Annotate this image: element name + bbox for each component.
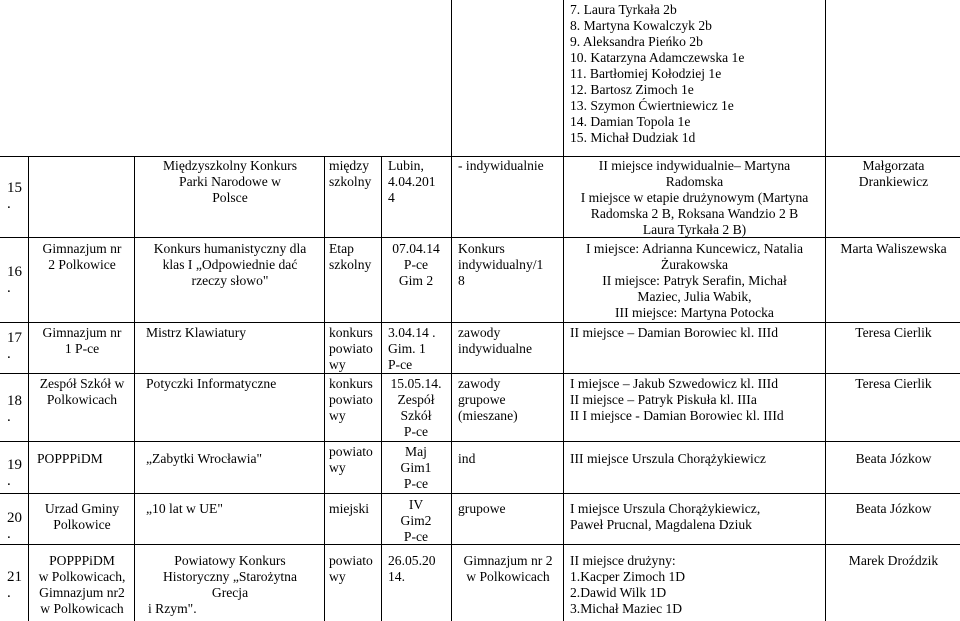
list-item: 15. Michał Dudziak 1d: [570, 130, 696, 145]
competition-type: - indywidualnie: [458, 158, 544, 173]
list-item: 10. Katarzyna Adamczewska 1e: [570, 50, 745, 65]
list-item: 8. Martyna Kowalczyk 2b: [570, 18, 712, 33]
teacher-name: Teresa Cierlik: [855, 376, 932, 391]
result-text: II miejsce indywidualnie– Martyna Radomska I miejsce w etapie drużynowym (Martyna Radomska 2 B, Roksana Wandzio 2 B Laura Tyrkała 2 B): [580, 158, 809, 237]
contest-name: Powiatowy Konkurs Historyczny „Starożytna Grecja i Rzym".: [148, 553, 297, 616]
school-name: Gimnazjum nr 1 P-ce: [42, 325, 122, 356]
row-number: 19 .: [7, 457, 22, 489]
school-name: Urzad Gminy Polkowice: [44, 501, 120, 532]
place-date: 15.05.14. Zespół Szkół P-ce: [390, 376, 442, 439]
place-date: 26.05.20 14.: [388, 553, 436, 584]
contest-name: „10 lat w UE": [146, 501, 223, 516]
result-text: I miejsce – Jakub Szwedowicz kl. IIId II miejsce – Patryk Piskuła kl. IIIa II I miejsce - Damian Borowiec kl. IIId: [570, 376, 784, 423]
contest-stage: konkurs powiato wy: [329, 325, 373, 372]
row-divider: [0, 322, 960, 323]
competition-type: Gimnazjum nr 2 w Polkowicach: [463, 553, 553, 584]
row-number: 17 .: [7, 330, 22, 362]
column-divider: [134, 156, 135, 621]
row-number: 20 .: [7, 510, 22, 542]
contest-stage: konkurs powiato wy: [329, 376, 373, 423]
row-divider: [0, 493, 960, 494]
row-divider: [0, 544, 960, 545]
result-text: II miejsce – Damian Borowiec kl. IIId: [570, 325, 778, 340]
place-date: 07.04.14 P-ce Gim 2: [392, 241, 440, 288]
column-divider: [28, 156, 29, 621]
result-text: I miejsce: Adrianna Kuncewicz, Natalia Żurakowska II miejsce: Patryk Serafin, Michał Maziec, Julia Wabik, III miejsce: Martyna Potocka: [585, 241, 804, 320]
result-text: I miejsce Urszula Chorążykiewicz, Paweł Prucnal, Magdalena Dziuk: [570, 501, 761, 532]
row-divider: [0, 373, 960, 374]
row-number: 21 .: [7, 569, 22, 601]
competition-type: Konkurs indywidualny/1 8: [458, 241, 544, 288]
contest-name: Międzyszkolny Konkurs Parki Narodowe w Polsce: [162, 158, 298, 205]
contest-stage: powiato wy: [329, 553, 373, 584]
column-divider: [563, 0, 564, 621]
column-divider: [381, 156, 382, 621]
place-date: 3.04.14 . Gim. 1 P-ce: [388, 325, 436, 372]
school-name: Zespół Szkół w Polkowicach: [39, 376, 125, 407]
place-date: Maj Gim1 P-ce: [400, 444, 432, 491]
competition-type: ind: [458, 451, 476, 466]
list-item: 11. Bartłomiej Kołodziej 1e: [570, 66, 722, 81]
continued-results-list: [570, 2, 744, 146]
column-divider: [451, 0, 452, 621]
teacher-name: Teresa Cierlik: [855, 325, 932, 340]
contest-stage: Etap szkolny: [329, 241, 372, 272]
contest-name: Mistrz Klawiatury: [146, 325, 247, 340]
school-name: Gimnazjum nr 2 Polkowice: [42, 241, 122, 272]
contest-stage: między szkolny: [329, 158, 372, 189]
place-date: Lubin, 4.04.201 4: [388, 158, 436, 205]
school-name: POPPPiDM w Polkowicach, Gimnazjum nr2 w Polkowicach: [38, 553, 126, 616]
teacher-name: Marek Droździk: [848, 553, 939, 568]
row-divider: [0, 156, 960, 157]
contest-name: Konkurs humanistyczny dla klas I „Odpowiednie dać rzeczy słowo": [153, 241, 307, 288]
contest-name: „Zabytki Wrocławia": [146, 451, 263, 466]
row-number: 15 .: [7, 180, 22, 212]
list-item: 13. Szymon Ćwiertniewicz 1e: [570, 98, 734, 113]
row-number: 16 .: [7, 264, 22, 296]
result-text: II miejsce drużyny: 1.Kacper Zimoch 1D 2.Dawid Wilk 1D 3.Michał Maziec 1D: [570, 553, 686, 616]
teacher-name: Beata Józkow: [855, 451, 932, 466]
teacher-name: Marta Waliszewska: [840, 241, 947, 256]
list-item: 12. Bartosz Zimoch 1e: [570, 82, 694, 97]
column-divider: [825, 0, 826, 621]
column-divider: [324, 156, 325, 621]
row-number: 18 .: [7, 393, 22, 425]
competition-type: grupowe: [458, 501, 506, 516]
row-divider: [0, 441, 960, 442]
competition-type: zawody grupowe (mieszane): [458, 376, 518, 423]
contest-stage: powiato wy: [329, 444, 373, 475]
list-item: 9. Aleksandra Pieńko 2b: [570, 34, 703, 49]
place-date: IV Gim2 P-ce: [400, 497, 432, 544]
result-text: III miejsce Urszula Chorążykiewicz: [570, 451, 766, 466]
school-name: POPPPiDM: [37, 451, 103, 466]
contest-name: Potyczki Informatyczne: [146, 376, 277, 391]
teacher-name: Małgorzata Drankiewicz: [858, 158, 929, 189]
list-item: 7. Laura Tyrkała 2b: [570, 2, 677, 17]
contest-stage: miejski: [329, 501, 370, 516]
competition-type: zawody indywidualne: [458, 325, 532, 356]
list-item: 14. Damian Topola 1e: [570, 114, 691, 129]
teacher-name: Beata Józkow: [855, 501, 932, 516]
